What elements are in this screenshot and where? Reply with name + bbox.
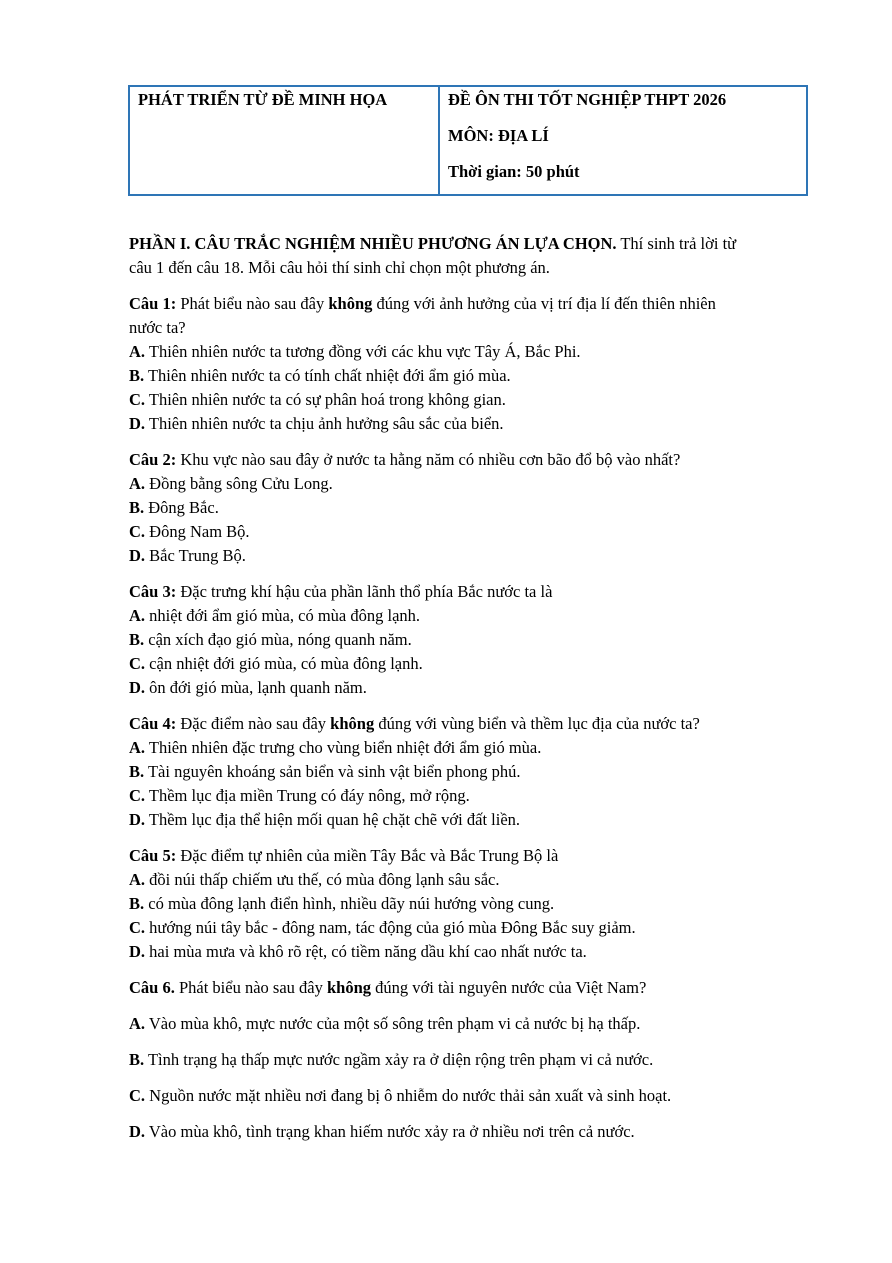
section-instruction-1: Thí sinh trả lời từ — [616, 234, 737, 253]
question-label: Câu 6. — [129, 978, 175, 997]
question-1 — [129, 292, 799, 436]
option-b[interactable]: B. Tình trạng hạ thấp mực nước ngầm xảy ra ở diện rộng trên phạm vi cả nước. — [129, 1050, 654, 1069]
option-b[interactable]: B. Thiên nhiên nước ta có tính chất nhiệt đới ẩm gió mùa. — [129, 366, 511, 385]
question-5 — [129, 844, 799, 964]
option-d[interactable]: D. Thiên nhiên nước ta chịu ảnh hưởng sâu sắc của biển. — [129, 414, 504, 433]
option-c[interactable]: C. Thềm lục địa miền Trung có đáy nông, mở rộng. — [129, 786, 470, 805]
option-c[interactable]: C. cận nhiệt đới gió mùa, có mùa đông lạnh. — [129, 654, 423, 673]
header-left-cell — [130, 87, 440, 194]
option-c[interactable]: C. Đông Nam Bộ. — [129, 522, 250, 541]
question-text: Đặc điểm nào sau đây — [176, 714, 331, 733]
exam-subject: MÔN: ĐỊA LÍ — [448, 126, 549, 145]
question-text: nước ta? — [129, 318, 186, 337]
question-text: Đặc điểm tự nhiên của miền Tây Bắc và Bắc Trung Bộ là — [176, 846, 559, 865]
question-text: đúng với vùng biển và thềm lục địa của nước ta? — [374, 714, 700, 733]
header-table — [128, 85, 808, 196]
section-instruction-2: câu 1 đến câu 18. Mỗi câu hỏi thí sinh chỉ chọn một phương án. — [129, 258, 550, 277]
header-source: PHÁT TRIỂN TỪ ĐỀ MINH HỌA — [138, 90, 388, 109]
option-a[interactable]: A. Thiên nhiên đặc trưng cho vùng biển nhiệt đới ẩm gió mùa. — [129, 738, 542, 757]
question-label: Câu 4: — [129, 714, 177, 733]
option-b[interactable]: B. có mùa đông lạnh điển hình, nhiều dãy núi hướng vòng cung. — [129, 894, 555, 913]
question-3 — [129, 580, 799, 700]
section-title: PHẦN I. CÂU TRẮC NGHIỆM NHIỀU PHƯƠNG ÁN LỰA CHỌN. — [129, 234, 617, 253]
option-c[interactable]: C. Thiên nhiên nước ta có sự phân hoá trong không gian. — [129, 390, 506, 409]
question-emphasis: không — [328, 294, 373, 313]
option-b[interactable]: B. Tài nguyên khoáng sản biển và sinh vật biển phong phú. — [129, 762, 521, 781]
question-text: Phát biểu nào sau đây — [174, 978, 327, 997]
question-text: Đặc trưng khí hậu của phần lãnh thổ phía Bắc nước ta là — [176, 582, 553, 601]
question-6 — [129, 976, 799, 1000]
question-2 — [129, 448, 799, 568]
question-4 — [129, 712, 799, 832]
option-d[interactable]: D. hai mùa mưa và khô rõ rệt, có tiềm năng dầu khí cao nhất nước ta. — [129, 942, 587, 961]
question-label: Câu 1: — [129, 294, 177, 313]
option-c[interactable]: C. Nguồn nước mặt nhiều nơi đang bị ô nhiễm do nước thải sản xuất và sinh hoạt. — [129, 1086, 672, 1105]
option-a[interactable]: A. Đồng bằng sông Cửu Long. — [129, 474, 333, 493]
question-emphasis: không — [330, 714, 375, 733]
exam-time: Thời gian: 50 phút — [448, 162, 580, 181]
option-b[interactable]: B. Đông Bắc. — [129, 498, 219, 517]
question-text: Khu vực nào sau đây ở nước ta hằng năm có nhiều cơn bão đổ bộ vào nhất? — [176, 450, 681, 469]
question-text: Phát biểu nào sau đây — [176, 294, 329, 313]
option-d[interactable]: D. Vào mùa khô, tình trạng khan hiếm nước xảy ra ở nhiều nơi trên cả nước. — [129, 1122, 635, 1141]
header-right-cell — [440, 87, 806, 194]
question-text: đúng với ảnh hưởng của vị trí địa lí đến thiên nhiên — [372, 294, 716, 313]
option-c[interactable]: C. hướng núi tây bắc - đông nam, tác động của gió mùa Đông Bắc suy giảm. — [129, 918, 636, 937]
option-d[interactable]: D. Bắc Trung Bộ. — [129, 546, 246, 565]
option-a[interactable]: A. Thiên nhiên nước ta tương đồng với các khu vực Tây Á, Bắc Phi. — [129, 342, 581, 361]
option-a[interactable]: A. Vào mùa khô, mực nước của một số sông trên phạm vi cả nước bị hạ thấp. — [129, 1014, 641, 1033]
question-label: Câu 3: — [129, 582, 177, 601]
option-a[interactable]: A. đồi núi thấp chiếm ưu thế, có mùa đông lạnh sâu sắc. — [129, 870, 500, 889]
section-intro — [129, 232, 799, 280]
question-label: Câu 5: — [129, 846, 177, 865]
option-d[interactable]: D. ôn đới gió mùa, lạnh quanh năm. — [129, 678, 367, 697]
question-emphasis: không — [326, 978, 372, 997]
question-text: đúng với tài nguyên nước của Việt Nam? — [371, 978, 647, 997]
option-b[interactable]: B. cận xích đạo gió mùa, nóng quanh năm. — [129, 630, 412, 649]
option-d[interactable]: D. Thềm lục địa thể hiện mối quan hệ chặt chẽ với đất liền. — [129, 810, 521, 829]
option-a[interactable]: A. nhiệt đới ẩm gió mùa, có mùa đông lạnh. — [129, 606, 421, 625]
question-label: Câu 2: — [129, 450, 177, 469]
exam-title: ĐỀ ÔN THI TỐT NGHIỆP THPT 2026 — [448, 90, 727, 109]
